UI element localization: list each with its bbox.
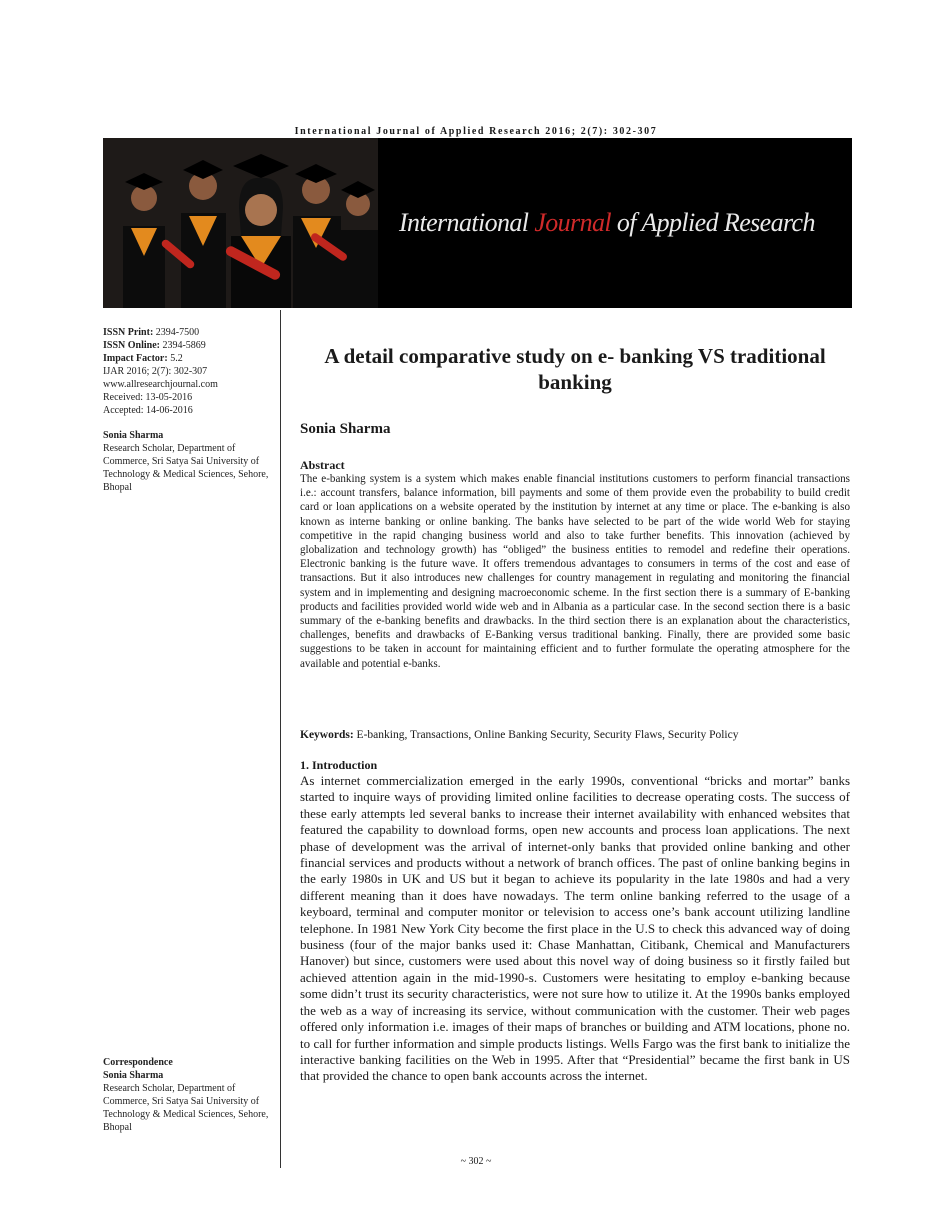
article-title: A detail comparative study on e- banking VS traditional banking (324, 344, 826, 394)
introduction-text: As internet commercialization emerged in the early 1990s, conventional “bricks and mortar” banks started to inquire ways of providing limited online facilities to decrease operating costs. The success of these early attempts led several banks to increase their internet availability with enhanced websites that featured the capability to download forms, open new accounts and process loan applications. The next phase of development was the arrival of internet-only banks that provided online banking and other financial services and products without a network of branch offices. The past of online banking begins in the early 1980s in UK and US but it began to achieve its popularity in the late 1980s and had a very different meaning than it does have nowadays. The term online banking referred to the usage of a keyboard, terminal and computer monitor or television to access one’s bank account utilizing landline telephone. In 1981 New York City become the first place in the U.S to check this advanced way of doing business (four of the major banks used it: Chase Manhattan, Citibank, Chemical and Manufacturers Hanover) but since, customers were used about this novel way of doing business so it firstly failed but achieved attention again in the mid-1990-s. Customers were hesitating to employ e-banking because some didn’t trust its security characteristics, were not sure how to utilize it. At the 1990s banks employed the web as a way of increasing its service, without communication with the customer. Their web pages offered only information i.e. images of their maps of branches or building and ATM locations, phone no. to call for further information and simple products listings. Wells Fargo was the first bank to initialize the interactive banking facilities on the Web in 1995. After that “Presidential” became the first bank in US that provided the chance to open bank accounts across the internet. (300, 773, 850, 1084)
introduction-heading: 1. Introduction (300, 758, 378, 772)
sidebar-author-name: Sonia Sharma (103, 430, 164, 441)
accepted-date: Accepted: 14-06-2016 (103, 405, 193, 416)
graduates-photo (103, 138, 378, 308)
keywords: Keywords: E-banking, Transactions, Online Banking Security, Security Flaws, Security Policy (300, 729, 739, 741)
journal-header: International Journal of Applied Research 2016; 2(7): 302-307 (294, 126, 658, 137)
journal-info (103, 326, 279, 494)
correspondence-affiliation: Research Scholar, Department of Commerce, Sri Satya Sai University of Technology & Medical Sciences, Sehore, Bhopal (103, 1083, 269, 1133)
correspondence-name: Sonia Sharma (103, 1070, 164, 1081)
issn-print: ISSN Print: 2394-7500 (103, 327, 200, 338)
banner-title-part2: of Applied Research (611, 208, 815, 237)
banner-title (399, 208, 815, 238)
article-author: Sonia Sharma (300, 421, 391, 437)
issn-online: ISSN Online: 2394-5869 (103, 340, 206, 351)
page-number: ~ 302 ~ (460, 1156, 492, 1167)
journal-banner (103, 138, 852, 308)
correspondence-label: Correspondence (103, 1057, 173, 1068)
abstract-text: The e-banking system is a system which makes enable financial institutions customers to perform financial transactions i.e.: account transfers, balance information, bill payments and some of them provide even the probability to build credit card or loan applications on a website operated by the institution by internet at any time or place. The e-banking is also known as interne banking or online banking. The banks have selected to be part of the wide world Web for staying competitive in the rapid changing business world and also to take further benefits. This innovation (achieved by globalization and technology growth) has “obliged” the business entities to remodel and redefine their operations. Electronic banking is the future wave. It offers tremendous advantages to consumers in terms of the cost and ease of transactions. But it also introduces new challenges for country management in regulating and monitoring the financial system and in implementing and designing macroeconomic scheme. In the first section there is a summary of E-banking products and facilities provided world wide web and in Albania as a particular case. In the second section there is a basic summary of the e-banking benefits and drawbacks. In the third section there is an explanation about the characteristics, challenges, benefits and drawbacks of E-Banking versus traditional banking. Finally, there are provided some basic suggestions to be taken in account for maintaining efficient and to further formulate the operating atmosphere for the available and potential e-banks. (300, 473, 850, 670)
column-divider (280, 310, 281, 1168)
abstract-heading: Abstract (300, 458, 345, 472)
correspondence (103, 1056, 279, 1134)
sidebar-author-affiliation: Research Scholar, Department of Commerce, Sri Satya Sai University of Technology & Medical Sciences, Sehore, Bhopal (103, 443, 269, 493)
banner-title-accent: Journal (534, 208, 611, 237)
ijar-citation: IJAR 2016; 2(7): 302-307 (103, 366, 208, 377)
banner-title-part1: International (399, 208, 535, 237)
impact-factor: Impact Factor: 5.2 (103, 353, 183, 364)
received-date: Received: 13-05-2016 (103, 392, 193, 403)
journal-website[interactable]: www.allresearchjournal.com (103, 379, 218, 390)
